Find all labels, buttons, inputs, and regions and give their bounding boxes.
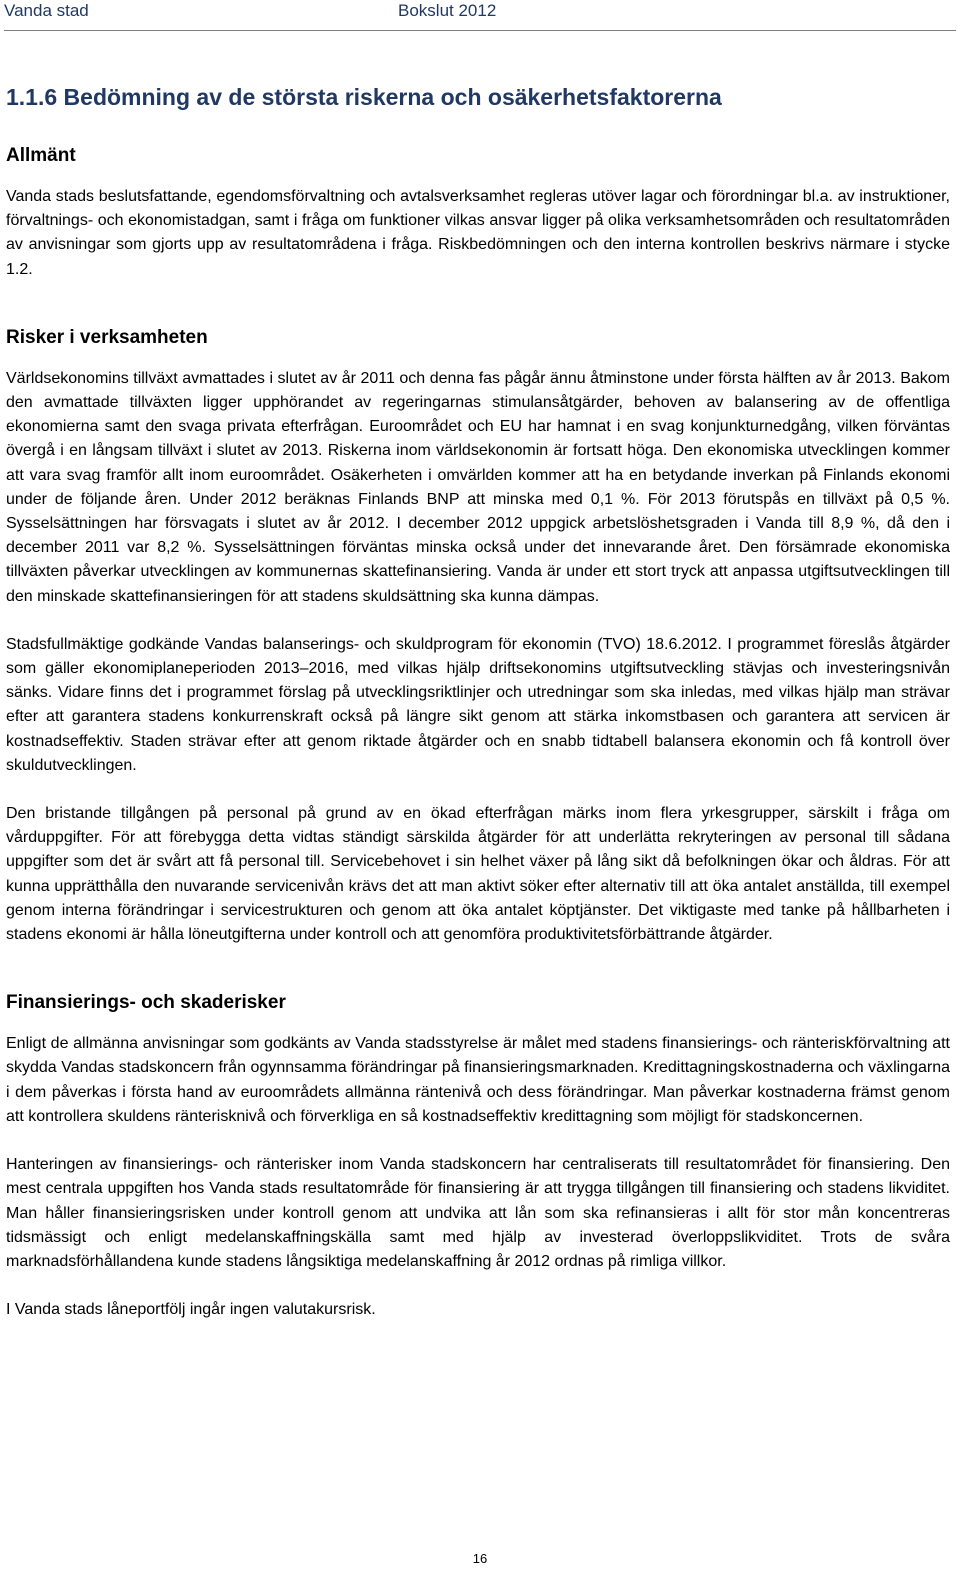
header-document-title: Bokslut 2012	[398, 1, 497, 20]
paragraph-allmant-1: Vanda stads beslutsfattande, egendomsförvaltning och avtalsverksamhet regleras utöver lagar och förordningar bl.a. av instruktioner, förvaltnings- och ekonomistadgan, samt i fråga om funktioner vilkas ansvar ligger på olika verksamhetsområden och resultatområden av anvisningar som gjorts upp av resultatområdena i fråga. Riskbedömningen och den interna kontrollen beskrivs närmare i stycke 1.2.	[6, 188, 950, 278]
paragraph-finansiering-2: Hanteringen av finansierings- och ränterisker inom Vanda stadskoncern har centraliserats till resultatområdet för finansiering. Den mest centrala uppgiften hos Vanda stads resultatområde för finansiering är att trygga tillgången till finansiering och stadens likviditet. Man håller finansieringsrisken under kontroll genom att undvika att lån som ska refinansieras i allt för stor mån koncentreras tidsmässigt och enligt medelanskaffningskälla samt med hjälp av investerad överloppslikviditet. Trots de svåra marknadsförhållandena kunde stadens långsiktiga medelanskaffning år 2012 ordnas på rimliga villkor.	[6, 1156, 950, 1270]
document-body	[6, 82, 950, 1346]
paragraph-verksamheten-1: Världsekonomins tillväxt avmattades i slutet av år 2011 och denna fas pågår ännu åtminstone under första hälften av år 2013. Bakom den avmattade tillväxten ligger upphörandet av regeringarnas stimulansåtgärder, behoven av balansering av de offentliga ekonomierna samt den svaga privata efterfrågan. Euroområdet och EU har hamnat i en svag konjunkturnedgång, vilken förväntas övergå i en långsam tillväxt i slutet av 2013. Riskerna inom världsekonomin är fortsatt höga. Den ekonomiska utvecklingen kommer att vara svag framför allt inom euroområdet. Osäkerheten i omvärlden kommer att ha en betydande inverkan på Finlands ekonomi under de följande åren. Under 2012 beräknas Finlands BNP att minska med 0,1 %. För 2013 förutspås en tillväxt på 0,5 %. Sysselsättningen har försvagats i slutet av år 2012. I december 2012 uppgick arbetslöshetsgraden i Vanda till 8,9 %, då den i december 2011 var 8,2 %. Sysselsättningen förväntas minska också under det innevarande året. Den försämrade ekonomiska tillväxten påverkar utvecklingen av kommunernas skattefinansiering. Vanda är under ett stort tryck att anpassa utgiftsutvecklingen till den minskade skattefinansieringen för att stadens skuldsättning ska kunna dämpas.	[6, 369, 950, 605]
heading-finansierings-och-skaderisker: Finansierings- och skaderisker	[6, 992, 286, 1014]
header-organization: Vanda stad	[4, 1, 89, 20]
paragraph-finansiering-1: Enligt de allmänna anvisningar som godkänts av Vanda stadsstyrelse är målet med stadens finansierings- och ränteriskförvaltning att skydda Vandas stadskoncern från ogynnsamma förändringar på finansieringsmarknaden. Kredittagningskostnaderna och växlingarna i dem påverkas i första hand av euroområdets allmänna räntenivå och dess förändringar. Man påverkar kostnaderna främst genom att kontrollera skuldens ränterisknivå och förverkliga en så kostnadseffektiv kredittagning som möjligt för stadskoncernen.	[6, 1035, 950, 1125]
paragraph-finansiering-3: I Vanda stads låneportfölj ingår ingen valutakursrisk.	[6, 1301, 376, 1319]
paragraph-verksamheten-3: Den bristande tillgången på personal på grund av en ökad efterfrågan märks inom flera yrkesgrupper, särskilt i fråga om vårduppgifter. För att förebygga detta vidtas ständigt särskilda åtgärder för att underlätta rekryteringen av personal till sådana uppgifter som det är svårt att få personal till. Servicebehovet i sin helhet växer på lång sikt då befolkningen ökar och åldras. För att kunna upprätthålla den nuvarande servicenivån krävs det att man aktivt söker efter alternativ till att öka antalet anställda, till exempel genom interna förändringar i servicestrukturen och genom att öka antalet köptjänster. Det viktigaste med tanke på hållbarheten i stadens ekonomi är hålla löneutgifterna under kontroll och att genomföra produktivitetsförbättrande åtgärder.	[6, 805, 950, 944]
heading-allmant: Allmänt	[6, 145, 76, 166]
page-number: 16	[472, 1551, 488, 1566]
page-header	[4, 0, 956, 30]
heading-risker-i-verksamheten: Risker i verksamheten	[6, 326, 208, 348]
header-rule	[4, 30, 956, 31]
section-title: 1.1.6 Bedömning av de största riskerna och osäkerhetsfaktorerna	[6, 84, 722, 110]
paragraph-verksamheten-2: Stadsfullmäktige godkände Vandas balanserings- och skuldprogram för ekonomin (TVO) 18.6.2012. I programmet föreslås åtgärder som gäller ekonomiplaneperioden 2013–2016, med vilkas hjälp driftsekonomins utgiftsutveckling stävjas och investeringsnivån sänks. Vidare finns det i programmet förslag på utvecklingsriktlinjer och utredningar som ska inledas, med vilkas hjälp man strävar efter att garantera stadens konkurrenskraft också på längre sikt genom att stärka inkomstbasen och garantera att servicen är kostnadseffektiv. Staden strävar efter att genom riktade åtgärder och en snabb tidtabell balansera ekonomin och få kontroll över skuldutvecklingen.	[6, 635, 950, 774]
